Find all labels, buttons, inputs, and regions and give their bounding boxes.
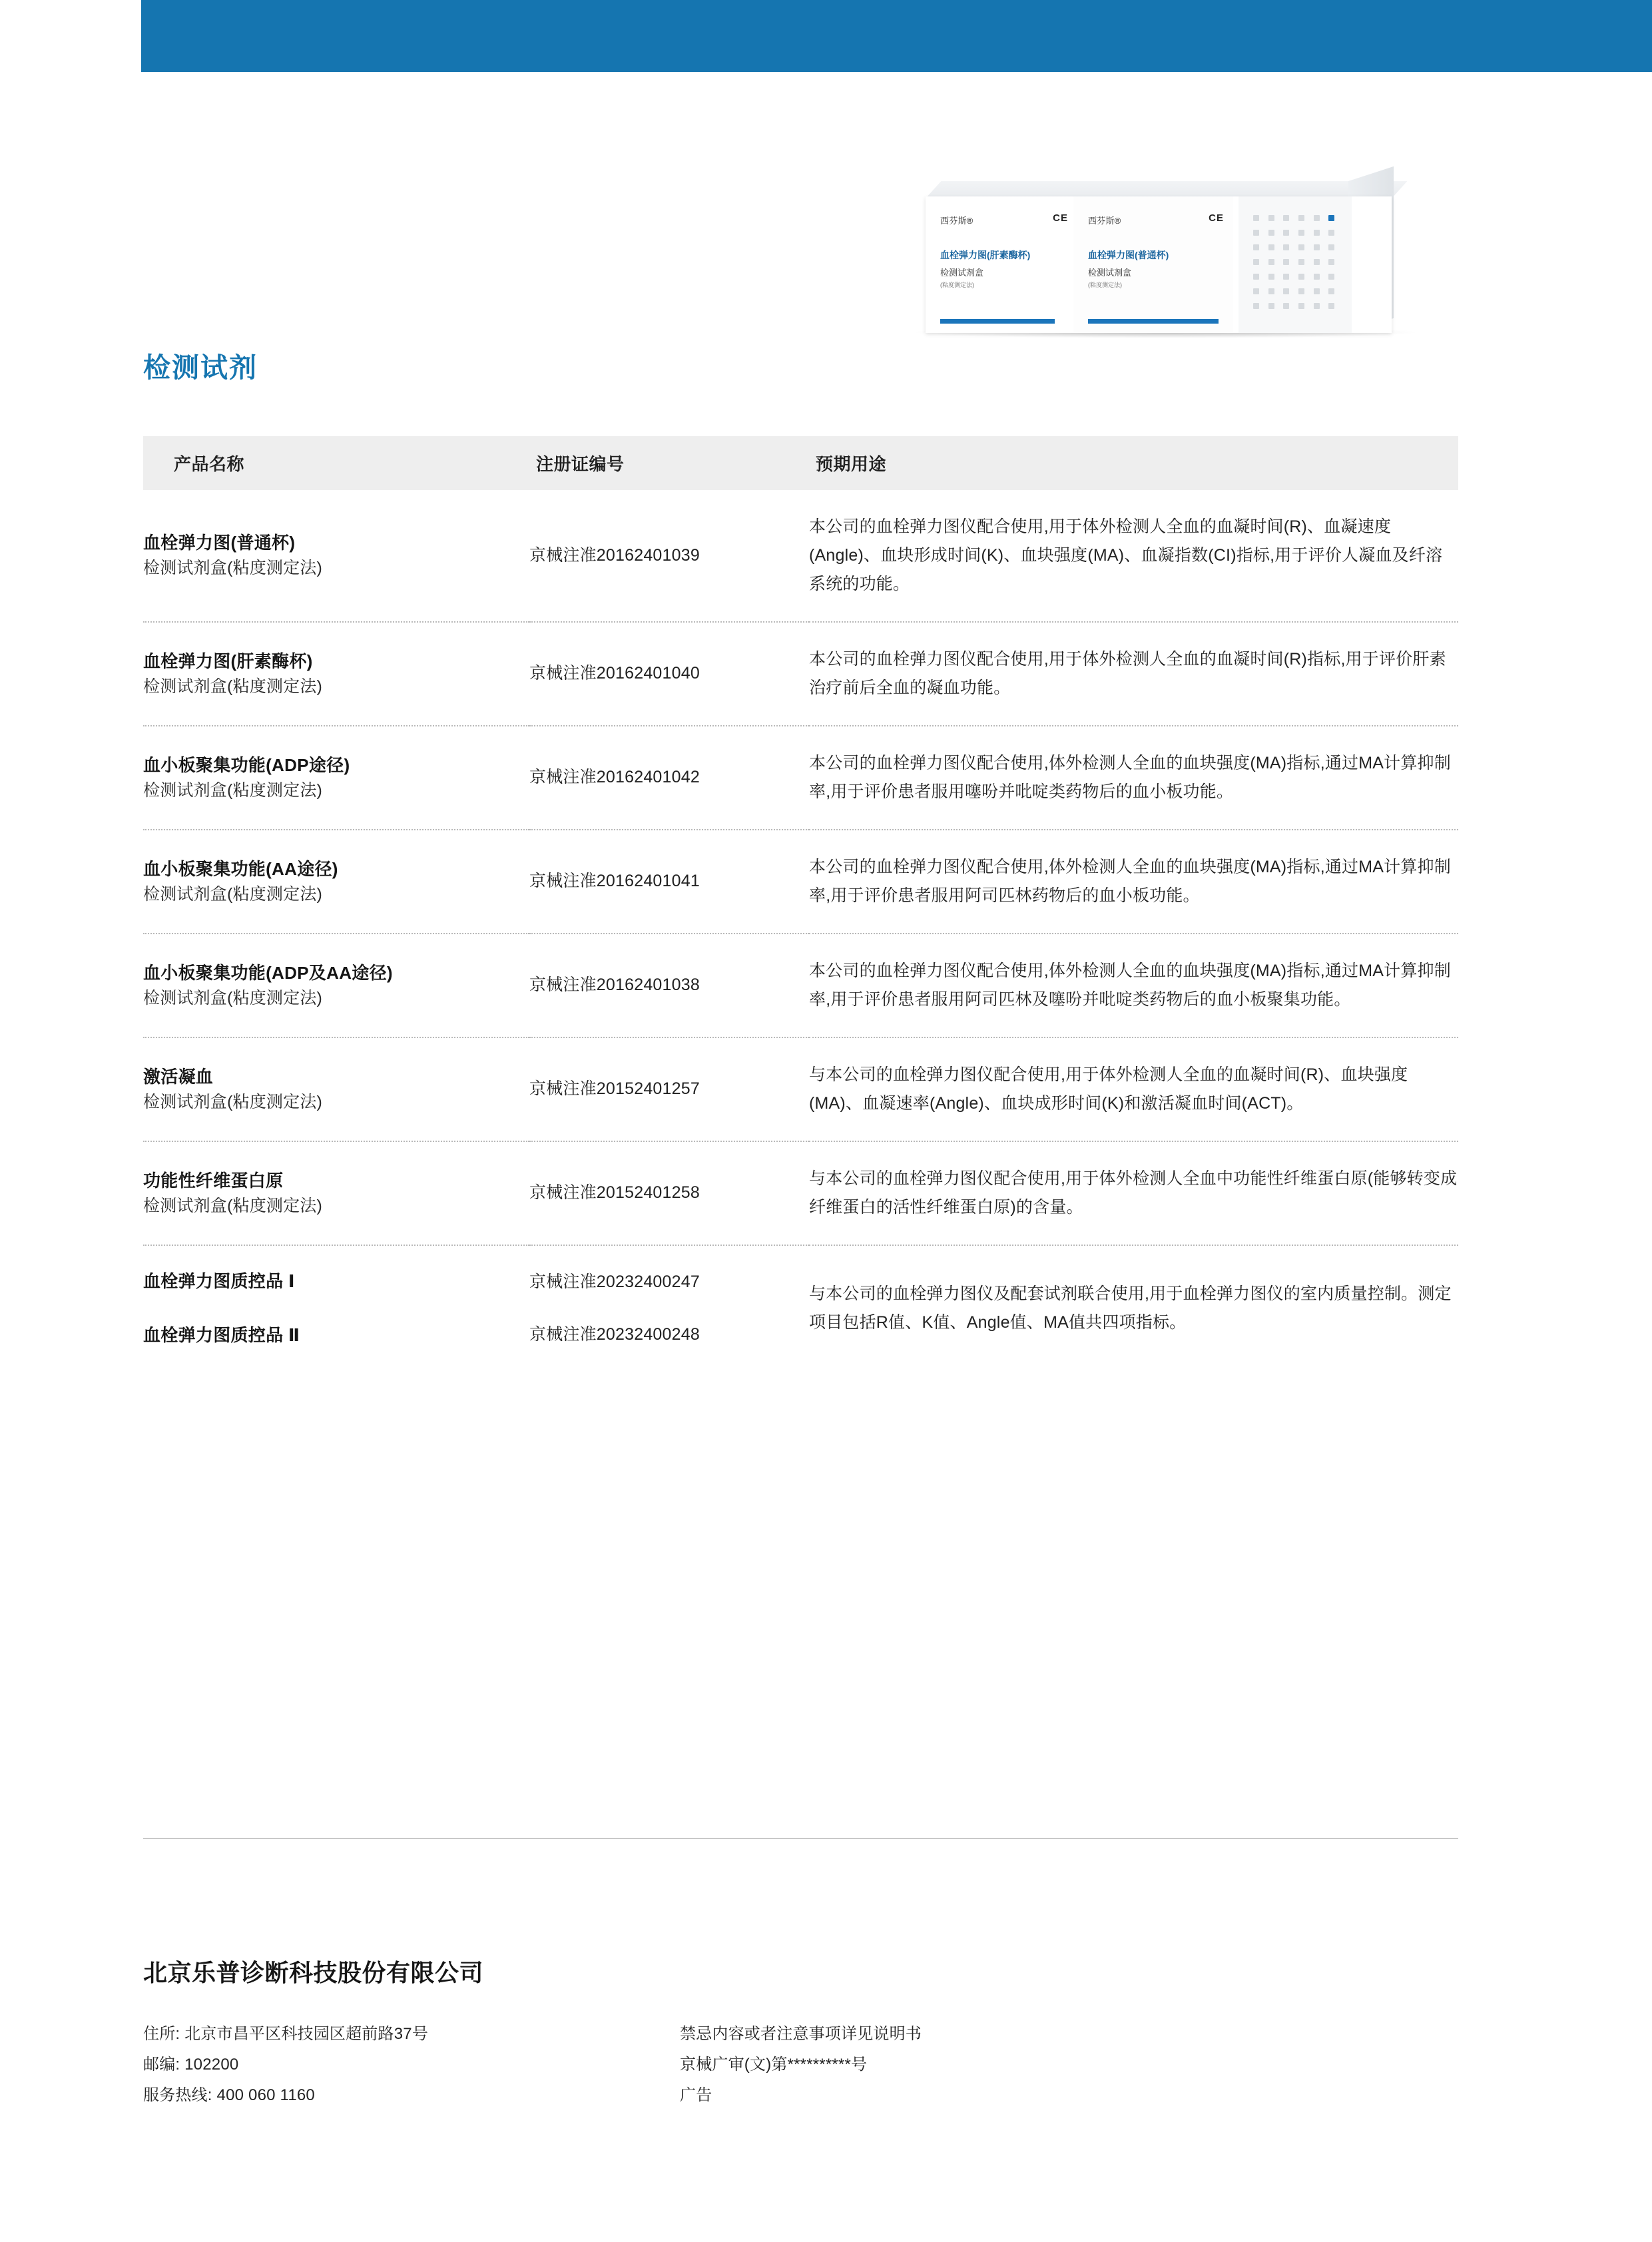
cell-intended-use: 本公司的血栓弹力图仪配合使用,体外检测人全血的血块强度(MA)指标,通过MA计算抑制率,用于评价患者服用噻吩并吡啶类药物后的血小板功能。 [809,726,1458,830]
cell-product-name [143,490,529,622]
cell-intended-use: 本公司的血栓弹力图仪配合使用,用于体外检测人全血的血凝时间(R)指标,用于评价肝素治疗前后全血的凝血功能。 [809,622,1458,726]
product-name-sub: 检测试剂盒(粘度测定法) [143,780,323,800]
footer-legal-column [680,2019,1279,2111]
cell-intended-use: 本公司的血栓弹力图仪配合使用,体外检测人全血的血块强度(MA)指标,通过MA计算抑制率,用于评价患者服用阿司匹林药物后的血小板功能。 [809,830,1458,934]
table-row [143,622,1458,726]
cell-registration-number [529,622,809,726]
product-name-main: 血小板聚集功能(ADP及AA途径) [143,962,393,983]
reagents-table [143,436,1458,1371]
product-name-sub: 检测试剂盒(粘度测定法) [143,677,323,696]
carton-panel-left [926,196,1074,333]
cell-product-name [143,830,529,934]
registration-number: 京械注准20152401258 [529,1183,700,1203]
table-row [143,1141,1458,1245]
left-box-method: (粘度测定法) [940,282,974,288]
column-header-use: 预期用途 [809,436,1458,490]
product-name-main: 激活凝血 [143,1066,214,1087]
carton-panel-pattern [1239,196,1352,333]
footer-contraindication-note: 禁忌内容或者注意事项详见说明书 [680,2025,922,2043]
table-row [143,726,1458,830]
footer [143,1954,1458,2119]
product-name-sub: 检测试剂盒(粘度测定法) [143,988,323,1007]
footer-approval-number: 京械广审(文)第**********号 [680,2056,868,2074]
table-row [143,490,1458,622]
product-name-sub: 检测试剂盒(粘度测定法) [143,884,323,904]
table-row [143,934,1458,1037]
product-name-main: 血栓弹力图(普通杯) [143,533,296,553]
left-box-accent-bar [940,319,1055,324]
left-box-subtitle: 检测试剂盒 [940,268,984,278]
product-name-sub: 检测试剂盒(粘度测定法) [143,559,323,578]
table-header-row [143,436,1458,490]
cell-intended-use: 本公司的血栓弹力图仪配合使用,体外检测人全血的血块强度(MA)指标,通过MA计算抑制率,用于评价患者服用阿司匹林及噻吩并吡啶类药物后的血小板聚集功能。 [809,934,1458,1037]
carton-panel-right [1073,196,1233,333]
footer-hotline: 服务热线: 400 060 1160 [143,2086,315,2105]
cell-intended-use: 与本公司的血栓弹力图仪配合使用,用于体外检测人全血的血凝时间(R)、血块强度(MA)、血凝速率(Angle)、血块成形时间(K)和激活凝血时间(ACT)。 [809,1037,1458,1141]
cell-intended-use: 与本公司的血栓弹力图仪配合使用,用于体外检测人全血中功能性纤维蛋白原(能够转变成纤维蛋白的活性纤维蛋白原)的含量。 [809,1141,1458,1245]
page-title: 检测试剂 [143,352,258,383]
table-bottom-divider [143,1838,1458,1839]
cell-product-name [143,726,529,830]
registration-number-secondary: 京械注准20232400248 [529,1325,700,1344]
cell-product-name [143,1141,529,1245]
header-bar [141,0,1652,72]
registration-number: 京械注准20232400247 [529,1272,700,1291]
right-box-ce-icon: CE [1209,212,1224,224]
right-box-accent-bar [1088,319,1219,324]
table-row [143,830,1458,934]
table-row [143,1037,1458,1141]
cell-product-name [143,622,529,726]
product-name-main: 血栓弹力图质控品 Ⅰ [143,1271,295,1291]
footer-advertisement-label: 广告 [680,2086,712,2105]
product-name-main: 血小板聚集功能(AA途径) [143,858,338,879]
registration-number: 京械注准20162401038 [529,976,700,995]
dot-pattern-icon [1253,215,1341,315]
product-name-sub: 检测试剂盒(粘度测定法) [143,1196,323,1215]
table-row [143,1245,1458,1371]
cell-product-name [143,934,529,1037]
cell-product-name [143,1037,529,1141]
left-box-brand: 西芬斯® [940,216,973,226]
cell-registration-number [529,490,809,622]
cell-registration-number [529,1141,809,1245]
column-header-reg: 注册证编号 [529,436,809,490]
registration-number: 京械注准20162401042 [529,768,700,787]
right-box-method: (粘度测定法) [1088,282,1122,288]
registration-number: 京械注准20162401040 [529,664,700,683]
footer-contact-column [143,2019,649,2111]
left-box-ce-icon: CE [1053,212,1068,224]
right-box-title: 血栓弹力图(普通杯) [1088,250,1169,260]
cell-registration-number [529,934,809,1037]
left-box-title: 血栓弹力图(肝素酶杯) [940,250,1031,260]
right-box-brand: 西芬斯® [1088,216,1121,226]
cell-product-name [143,1245,529,1371]
cell-registration-number [529,830,809,934]
right-box-subtitle: 检测试剂盒 [1088,268,1132,278]
registration-number: 京械注准20162401041 [529,872,700,891]
cell-registration-number [529,726,809,830]
product-name-sub: 检测试剂盒(粘度测定法) [143,1092,323,1111]
column-header-name: 产品名称 [143,436,529,490]
product-name-main-secondary: 血栓弹力图质控品 Ⅱ [143,1325,300,1345]
product-name-main: 血栓弹力图(肝素酶杯) [143,651,313,671]
footer-postcode: 邮编: 102200 [143,2056,239,2074]
company-name: 北京乐普诊断科技股份有限公司 [143,1959,484,1986]
product-name-main: 功能性纤维蛋白原 [143,1170,284,1191]
cell-intended-use: 与本公司的血栓弹力图仪及配套试剂联合使用,用于血栓弹力图仪的室内质量控制。测定项目包括R值、K值、Angle值、MA值共四项指标。 [809,1284,1452,1332]
footer-address: 住所: 北京市昌平区科技园区超前路37号 [143,2025,429,2043]
cell-intended-use: 本公司的血栓弹力图仪配合使用,用于体外检测人全血的血凝时间(R)、血凝速度(Angle)、血块形成时间(K)、血块强度(MA)、血凝指数(CI)指标,用于评价人凝血及纤溶系统的功能。 [809,490,1458,622]
registration-number: 京械注准20152401257 [529,1079,700,1099]
cell-registration-number [529,1245,809,1371]
registration-number: 京械注准20162401039 [529,545,700,565]
product-name-main: 血小板聚集功能(ADP途径) [143,754,350,775]
cell-registration-number [529,1037,809,1141]
product-photo [896,166,1428,360]
